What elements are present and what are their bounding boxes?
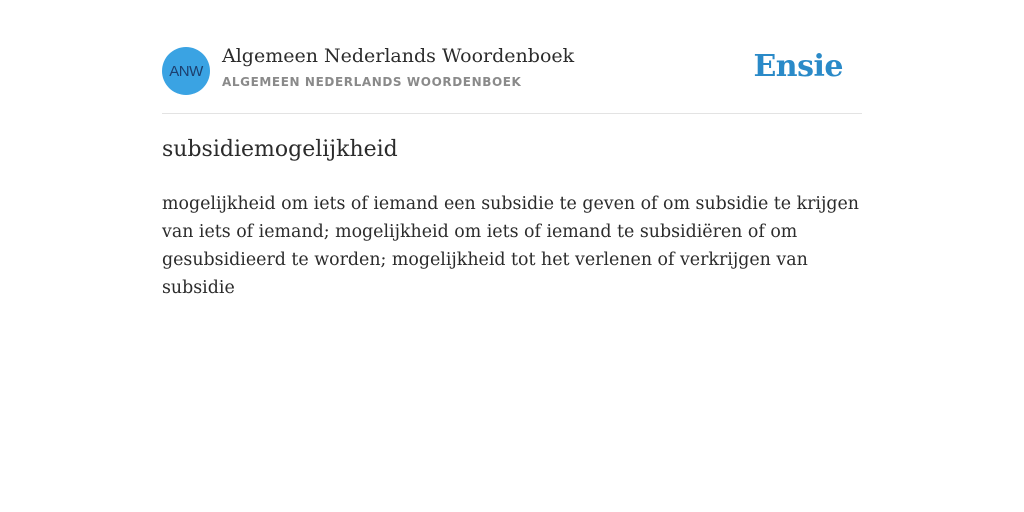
source-title[interactable]: Algemeen Nederlands Woordenboek (222, 45, 575, 67)
source-header (162, 0, 862, 114)
entry-card (162, 0, 862, 298)
entry-definition: mogelijkheid om iets of iemand een subsidie te geven of om subsidie te krijgen van iets of iemand; mogelijkheid om iets of iemand te subsidiëren of om gesubsidieerd te worden; mogelijkheid tot het verlenen of verkrijgen van subsidie (162, 194, 860, 298)
brand-logo[interactable]: Ensie (753, 49, 843, 84)
source-subtitle: ALGEMEEN NEDERLANDS WOORDENBOEK (222, 75, 522, 89)
source-logo-text: ANW (169, 62, 203, 80)
source-logo[interactable] (162, 47, 210, 95)
entry-term: subsidiemogelijkheid (162, 137, 398, 162)
